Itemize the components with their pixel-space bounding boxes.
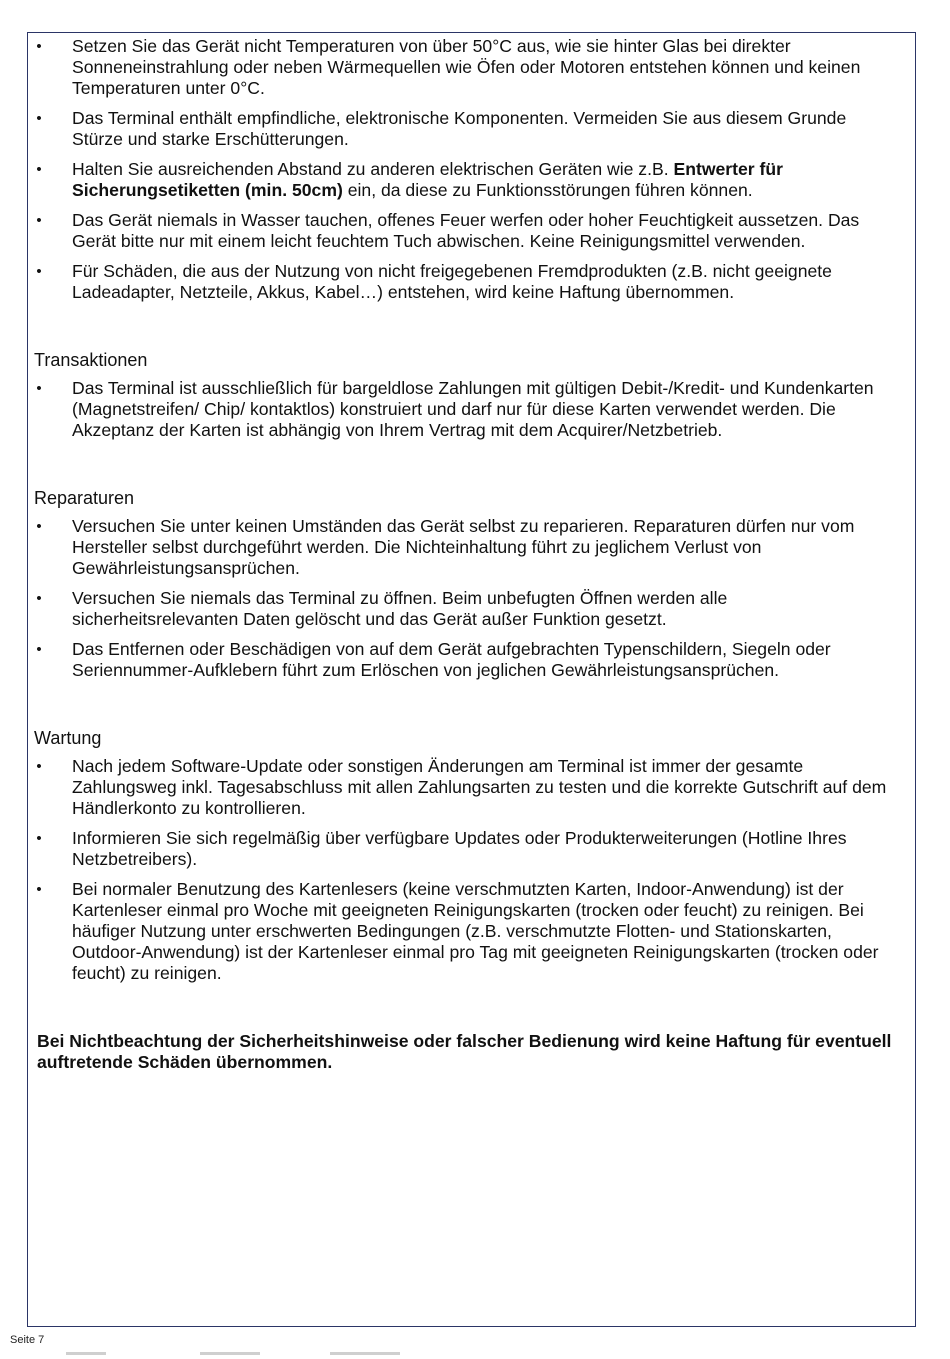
bullet-icon: • <box>36 641 42 658</box>
list-item-text: Informieren Sie sich regelmäßig über verfügbare Updates oder Produkterweiterungen (Hotline Ihres Netzbetreibers). <box>72 828 847 869</box>
section-heading-transaktionen: Transaktionen <box>34 350 148 370</box>
list-item-text: Versuchen Sie niemals das Terminal zu öffnen. Beim unbefugten Öffnen werden alle sicherheitsrelevanten Daten gelöscht und das Gerät außer Funktion gesetzt. <box>72 588 728 629</box>
list-item-text: Das Gerät niemals in Wasser tauchen, offenes Feuer werfen oder hoher Feuchtigkeit aussetzen. Das Gerät bitte nur mit einem leicht feuchtem Tuch abwischen. Keine Reinigungsmittel verwenden. <box>72 210 860 251</box>
bullet-icon: • <box>36 758 42 775</box>
list-item <box>34 756 894 819</box>
bullet-icon: • <box>36 38 42 55</box>
list-item-text: Halten Sie ausreichenden Abstand zu anderen elektrischen Geräten wie z.B. <box>72 159 674 179</box>
transaktionen-list <box>34 378 894 441</box>
list-item-text: Setzen Sie das Gerät nicht Temperaturen von über 50°C aus, wie sie hinter Glas bei direkter Sonneneinstrahlung oder neben Wärmequellen wie Öfen oder Motoren entstehen können und keinen Temperaturen unter 0°C. <box>72 36 861 98</box>
scan-artifact <box>200 1352 260 1355</box>
list-item <box>34 261 894 303</box>
reparaturen-list <box>34 516 894 681</box>
list-item <box>34 639 894 681</box>
list-item <box>34 159 894 201</box>
wartung-list <box>34 756 894 984</box>
list-item <box>34 108 894 150</box>
bullet-icon: • <box>36 161 42 178</box>
bullet-icon: • <box>36 881 42 898</box>
list-item-text: Bei normaler Benutzung des Kartenlesers (keine verschmutzten Karten, Indoor-Anwendung) ist der Kartenleser einmal pro Woche mit geeigneten Reinigungskarten (trocken oder feucht) zu reinigen. Bei häufiger Nutzung unter erschwerten Bedingungen (z.B. verschmutzte Flotten- und Stationskarten, Outdoor-Anwendung) ist der Kartenleser einmal pro Tag mit geeigneten Reinigungskarten (trocken oder feucht) zu reinigen. <box>72 879 879 983</box>
section-heading-wartung: Wartung <box>34 728 102 748</box>
list-item-text: Das Entfernen oder Beschädigen von auf dem Gerät aufgebrachten Typenschildern, Siegeln oder Seriennummer-Aufklebern führt zum Erlöschen von jeglichen Gewährleistungsansprüchen. <box>72 639 831 680</box>
page-number: Seite 7 <box>10 1334 45 1346</box>
list-item-text: ein, da diese zu Funktionsstörungen führen können. <box>342 180 753 200</box>
list-item-text: Das Terminal enthält empfindliche, elektronische Komponenten. Vermeiden Sie aus diesem Grunde Stürze und starke Erschütterungen. <box>72 108 847 149</box>
list-item <box>34 588 894 630</box>
bullet-icon: • <box>36 830 42 847</box>
bullet-icon: • <box>36 263 42 280</box>
list-item-text: Versuchen Sie unter keinen Umständen das Gerät selbst zu reparieren. Reparaturen dürfen nur vom Hersteller selbst durchgeführt werden. Die Nichteinhaltung führt zu jeglichem Verlust von Gewährleistungsansprüchen. <box>72 516 855 578</box>
safety-list <box>34 36 894 303</box>
list-item <box>34 210 894 252</box>
closing-note: Bei Nichtbeachtung der Sicherheitshinweise oder falscher Bedienung wird keine Haftung für eventuell auftretende Schäden übernommen. <box>37 1031 892 1072</box>
list-item-text: Nach jedem Software-Update oder sonstigen Änderungen am Terminal ist immer der gesamte Zahlungsweg inkl. Tagesabschluss mit allen Zahlungsarten zu testen und die korrekte Gutschrift auf dem Händlerkonto zu kontrollieren. <box>72 756 887 818</box>
bullet-icon: • <box>36 212 42 229</box>
scan-artifact <box>330 1352 400 1355</box>
document-body <box>34 36 894 1073</box>
bullet-icon: • <box>36 518 42 535</box>
scan-artifact <box>66 1352 106 1355</box>
list-item <box>34 828 894 870</box>
list-item <box>34 516 894 579</box>
list-item <box>34 36 894 99</box>
bullet-icon: • <box>36 590 42 607</box>
section-heading-reparaturen: Reparaturen <box>34 488 135 508</box>
list-item-emphasis: Entwerter für Sicherungsetiketten (min. 50cm) <box>72 159 783 200</box>
list-item <box>34 879 894 984</box>
bullet-icon: • <box>36 110 42 127</box>
list-item <box>34 378 894 441</box>
list-item-text: Das Terminal ist ausschließlich für bargeldlose Zahlungen mit gültigen Debit-/Kredit- und Kundenkarten (Magnetstreifen/ Chip/ kontaktlos) konstruiert und darf nur für diese Karten verwendet werden. Die Akzeptanz der Karten ist abhängig von Ihrem Vertrag mit dem Acquirer/Netzbetrieb. <box>72 378 874 440</box>
list-item-text: Für Schäden, die aus der Nutzung von nicht freigegebenen Fremdprodukten (z.B. nicht geeignete Ladeadapter, Netzteile, Akkus, Kabel…) entstehen, wird keine Haftung übernommen. <box>72 261 832 302</box>
bullet-icon: • <box>36 380 42 397</box>
